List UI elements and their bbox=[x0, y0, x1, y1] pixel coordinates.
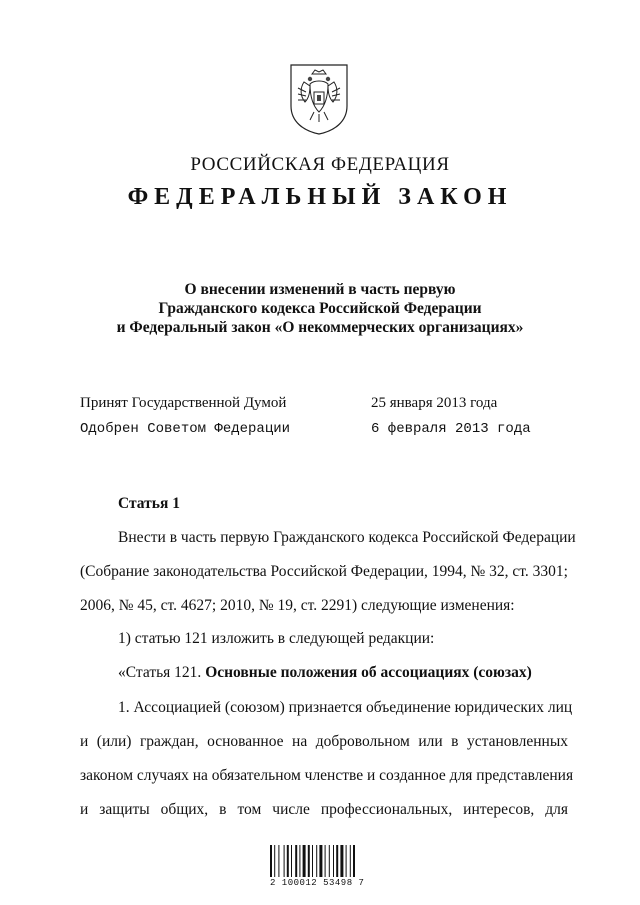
paragraph-line-4: и защиты общих, в том числе профессиональных, интересов, для bbox=[80, 801, 568, 818]
approved-date: 6 февраля 2013 года bbox=[371, 421, 531, 437]
paragraph-line-2: и (или) граждан, основанное на добровольном или в установленных bbox=[80, 733, 568, 750]
paragraph-line-1: 1. Ассоциацией (союзом) признается объединение юридических лиц bbox=[118, 699, 573, 716]
adopted-label: Принят Государственной Думой bbox=[80, 395, 287, 411]
barcode-number: 2 100012 53498 7 bbox=[270, 878, 365, 888]
adopted-date: 25 января 2013 года bbox=[371, 395, 498, 411]
quoted-article-heading bbox=[118, 664, 532, 682]
approved-label: Одобрен Советом Федерации bbox=[80, 421, 291, 437]
law-title-line-2: Гражданского кодекса Российской Федерации bbox=[158, 300, 482, 317]
quoted-article-title: Основные положения об ассоциациях (союзах) bbox=[205, 664, 532, 681]
law-title-line-1: О внесении изменений в часть первую bbox=[184, 281, 456, 298]
barcode-icon bbox=[268, 845, 380, 879]
quoted-article-prefix: «Статья 121. bbox=[118, 664, 202, 681]
article-heading: Статья 1 bbox=[118, 495, 180, 512]
paragraph-line-3: законом случаях на обязательном членстве и созданное для представления bbox=[80, 767, 574, 784]
country-name: РОССИЙСКАЯ ФЕДЕРАЦИЯ bbox=[190, 154, 450, 175]
article-intro-line-2: (Собрание законодательства Российской Федерации, 1994, № 32, ст. 3301; bbox=[80, 563, 568, 580]
law-title-line-3: и Федеральный закон «О некоммерческих организациях» bbox=[116, 319, 524, 336]
article-intro-line-1: Внести в часть первую Гражданского кодекса Российской Федерации bbox=[118, 529, 576, 546]
coat-of-arms-icon bbox=[288, 62, 350, 136]
article-item-1: 1) статью 121 изложить в следующей редакции: bbox=[118, 630, 435, 647]
document-type: ФЕДЕРАЛЬНЫЙ ЗАКОН bbox=[127, 184, 513, 210]
article-intro-line-3: 2006, № 45, ст. 4627; 2010, № 19, ст. 2291) следующие изменения: bbox=[80, 597, 515, 614]
